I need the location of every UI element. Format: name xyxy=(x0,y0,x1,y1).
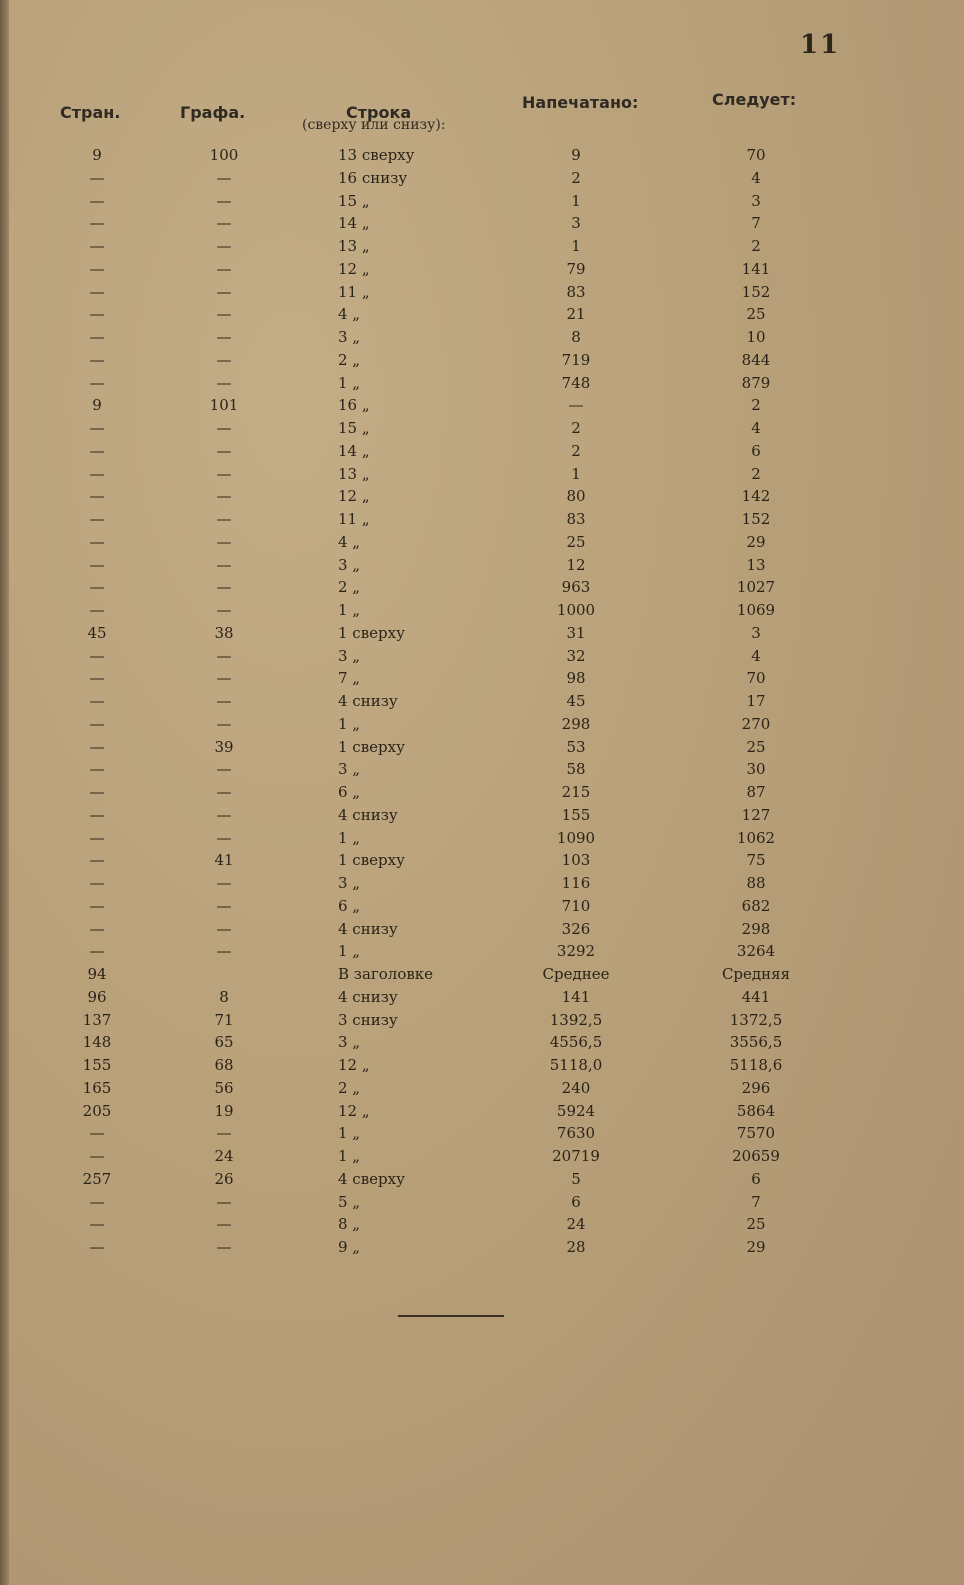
cell-should: 142 xyxy=(741,487,771,505)
cell-printed: 5 xyxy=(571,1170,581,1188)
cell-page: — xyxy=(89,601,105,619)
cell-column: — xyxy=(216,556,232,574)
header-line-sub: (сверху или снизу): xyxy=(302,117,446,133)
cell-page: — xyxy=(89,738,105,756)
cell-printed: 240 xyxy=(561,1079,591,1097)
cell-line: 4 снизу xyxy=(338,692,398,710)
cell-line: 16 снизу xyxy=(338,169,408,187)
cell-column: — xyxy=(216,942,232,960)
cell-line: 1 сверху xyxy=(338,851,405,869)
cell-printed: 58 xyxy=(566,760,586,778)
cell-printed: 31 xyxy=(566,624,586,642)
cell-column: — xyxy=(216,510,232,528)
cell-column: — xyxy=(216,351,232,369)
cell-column: — xyxy=(216,487,232,505)
cell-line: 3 „ xyxy=(338,647,361,665)
cell-printed: 98 xyxy=(566,669,586,687)
cell-column: — xyxy=(216,578,232,596)
cell-page: — xyxy=(89,533,105,551)
cell-column: — xyxy=(216,829,232,847)
header-printed: Напечатано: xyxy=(522,93,639,112)
cell-should: 75 xyxy=(746,851,766,869)
cell-printed: 103 xyxy=(561,851,591,869)
cell-page: 9 xyxy=(92,396,102,414)
cell-line: 1 сверху xyxy=(338,738,405,756)
cell-page: — xyxy=(89,851,105,869)
cell-line: 1 „ xyxy=(338,1124,361,1142)
cell-page: — xyxy=(89,942,105,960)
cell-should: 5118,6 xyxy=(729,1056,783,1074)
cell-should: 3 xyxy=(751,192,761,210)
cell-should: 10 xyxy=(746,328,766,346)
cell-column: — xyxy=(216,237,232,255)
cell-page: — xyxy=(89,1215,105,1233)
cell-line: 13 „ xyxy=(338,237,370,255)
cell-printed: 83 xyxy=(566,510,586,528)
cell-should: 3 xyxy=(751,624,761,642)
cell-line: 3 снизу xyxy=(338,1011,398,1029)
cell-page: — xyxy=(89,1147,105,1165)
cell-page: — xyxy=(89,214,105,232)
cell-should: 5864 xyxy=(736,1102,776,1120)
cell-should: 7 xyxy=(751,214,761,232)
cell-column: 24 xyxy=(214,1147,234,1165)
cell-page: — xyxy=(89,374,105,392)
cell-column: 8 xyxy=(219,988,229,1006)
cell-printed: 326 xyxy=(561,920,591,938)
cell-should: 2 xyxy=(751,465,761,483)
cell-should: 6 xyxy=(751,442,761,460)
cell-should: 1069 xyxy=(736,601,776,619)
cell-page: — xyxy=(89,1238,105,1256)
cell-line: 12 „ xyxy=(338,487,370,505)
cell-page: — xyxy=(89,465,105,483)
cell-column: — xyxy=(216,533,232,551)
cell-printed: 748 xyxy=(561,374,591,392)
cell-printed: 155 xyxy=(561,806,591,824)
cell-printed: 6 xyxy=(571,1193,581,1211)
header-column: Графа. xyxy=(180,103,246,122)
cell-line: 4 „ xyxy=(338,533,361,551)
cell-should: 87 xyxy=(746,783,766,801)
cell-should: 20659 xyxy=(732,1147,780,1165)
cell-should: 29 xyxy=(746,533,766,551)
cell-printed: 2 xyxy=(571,419,581,437)
cell-should: 1372,5 xyxy=(729,1011,783,1029)
cell-should: 2 xyxy=(751,396,761,414)
cell-line: 1 „ xyxy=(338,601,361,619)
cell-should: 844 xyxy=(741,351,771,369)
cell-page: 205 xyxy=(82,1102,112,1120)
cell-page: — xyxy=(89,897,105,915)
cell-column: 100 xyxy=(209,146,239,164)
cell-line: 15 „ xyxy=(338,192,370,210)
cell-printed: 298 xyxy=(561,715,591,733)
cell-printed: 32 xyxy=(566,647,586,665)
cell-page: 165 xyxy=(82,1079,112,1097)
cell-page: — xyxy=(89,510,105,528)
cell-should: 270 xyxy=(741,715,771,733)
cell-column: 101 xyxy=(209,396,239,414)
cell-line: 1 „ xyxy=(338,1147,361,1165)
cell-printed: 53 xyxy=(566,738,586,756)
cell-column: — xyxy=(216,374,232,392)
cell-page: — xyxy=(89,351,105,369)
cell-column: — xyxy=(216,715,232,733)
cell-line: 12 „ xyxy=(338,260,370,278)
cell-should: 4 xyxy=(751,169,761,187)
cell-should: 7 xyxy=(751,1193,761,1211)
cell-line: В заголовке xyxy=(338,965,434,983)
cell-line: 1 „ xyxy=(338,942,361,960)
cell-should: 141 xyxy=(741,260,771,278)
cell-page: 137 xyxy=(82,1011,112,1029)
cell-line: 4 снизу xyxy=(338,806,398,824)
cell-printed: Среднее xyxy=(542,965,610,983)
cell-page: — xyxy=(89,920,105,938)
cell-printed: 4556,5 xyxy=(549,1033,603,1051)
cell-column: — xyxy=(216,419,232,437)
cell-line: 3 „ xyxy=(338,1033,361,1051)
cell-column: — xyxy=(216,1215,232,1233)
cell-line: 2 „ xyxy=(338,1079,361,1097)
cell-should: 2 xyxy=(751,237,761,255)
cell-line: 3 „ xyxy=(338,556,361,574)
cell-column: — xyxy=(216,192,232,210)
cell-page: 257 xyxy=(82,1170,112,1188)
cell-should: Средняя xyxy=(721,965,791,983)
cell-printed: 9 xyxy=(571,146,581,164)
cell-should: 682 xyxy=(741,897,771,915)
page-number: 11 xyxy=(800,30,841,60)
cell-line: 11 „ xyxy=(338,283,370,301)
cell-column: — xyxy=(216,260,232,278)
cell-page: — xyxy=(89,829,105,847)
cell-line: 3 „ xyxy=(338,760,361,778)
cell-should: 13 xyxy=(746,556,766,574)
cell-printed: 1 xyxy=(571,465,581,483)
cell-column: 38 xyxy=(214,624,234,642)
cell-line: 4 снизу xyxy=(338,920,398,938)
cell-line: 15 „ xyxy=(338,419,370,437)
cell-line: 1 сверху xyxy=(338,624,405,642)
cell-should: 6 xyxy=(751,1170,761,1188)
cell-printed: 1000 xyxy=(556,601,596,619)
cell-should: 3556,5 xyxy=(729,1033,783,1051)
cell-should: 25 xyxy=(746,738,766,756)
cell-printed: 5118,0 xyxy=(549,1056,603,1074)
cell-column: — xyxy=(216,1238,232,1256)
cell-line: 4 „ xyxy=(338,305,361,323)
cell-column: — xyxy=(216,442,232,460)
cell-column: — xyxy=(216,305,232,323)
cell-column: — xyxy=(216,214,232,232)
cell-printed: 2 xyxy=(571,442,581,460)
cell-printed: 1 xyxy=(571,237,581,255)
cell-page: — xyxy=(89,442,105,460)
cell-line: 13 сверху xyxy=(338,146,415,164)
cell-printed: 83 xyxy=(566,283,586,301)
cell-should: 4 xyxy=(751,419,761,437)
cell-printed: 1090 xyxy=(556,829,596,847)
cell-line: 1 „ xyxy=(338,715,361,733)
cell-column: — xyxy=(216,601,232,619)
cell-line: 12 „ xyxy=(338,1056,370,1074)
cell-printed: 215 xyxy=(561,783,591,801)
cell-column: — xyxy=(216,920,232,938)
cell-should: 70 xyxy=(746,669,766,687)
cell-column: — xyxy=(216,1124,232,1142)
cell-printed: 45 xyxy=(566,692,586,710)
cell-line: 3 „ xyxy=(338,874,361,892)
cell-printed: 25 xyxy=(566,533,586,551)
cell-page: — xyxy=(89,237,105,255)
cell-should: 30 xyxy=(746,760,766,778)
cell-column: — xyxy=(216,1193,232,1211)
cell-line: 14 „ xyxy=(338,214,370,232)
cell-column: 26 xyxy=(214,1170,234,1188)
cell-printed: 1 xyxy=(571,192,581,210)
cell-column: — xyxy=(216,783,232,801)
cell-page: 94 xyxy=(87,965,107,983)
cell-printed: 79 xyxy=(566,260,586,278)
cell-should: 25 xyxy=(746,1215,766,1233)
cell-page: 155 xyxy=(82,1056,112,1074)
cell-page: — xyxy=(89,328,105,346)
cell-page: — xyxy=(89,669,105,687)
cell-should: 70 xyxy=(746,146,766,164)
cell-printed: — xyxy=(568,396,584,414)
cell-page: — xyxy=(89,874,105,892)
cell-column: 65 xyxy=(214,1033,234,1051)
cell-page: — xyxy=(89,578,105,596)
cell-column: — xyxy=(216,692,232,710)
cell-column: — xyxy=(216,874,232,892)
cell-should: 4 xyxy=(751,647,761,665)
cell-line: 5 „ xyxy=(338,1193,361,1211)
cell-should: 127 xyxy=(741,806,771,824)
cell-page: — xyxy=(89,419,105,437)
cell-printed: 1392,5 xyxy=(549,1011,603,1029)
cell-column: — xyxy=(216,669,232,687)
cell-line: 11 „ xyxy=(338,510,370,528)
cell-column: — xyxy=(216,806,232,824)
cell-column: — xyxy=(216,283,232,301)
header-page: Стран. xyxy=(60,103,121,122)
cell-line: 1 „ xyxy=(338,374,361,392)
cell-column: — xyxy=(216,465,232,483)
cell-page: — xyxy=(89,260,105,278)
cell-printed: 2 xyxy=(571,169,581,187)
cell-column: 71 xyxy=(214,1011,234,1029)
cell-line: 1 „ xyxy=(338,829,361,847)
cell-column: — xyxy=(216,647,232,665)
cell-line: 12 „ xyxy=(338,1102,370,1120)
header-should-be: Следует: xyxy=(712,90,797,109)
cell-should: 7570 xyxy=(736,1124,776,1142)
cell-line: 6 „ xyxy=(338,897,361,915)
cell-line: 14 „ xyxy=(338,442,370,460)
cell-printed: 3292 xyxy=(556,942,596,960)
cell-should: 88 xyxy=(746,874,766,892)
cell-page: — xyxy=(89,647,105,665)
cell-page: — xyxy=(89,487,105,505)
cell-should: 152 xyxy=(741,283,771,301)
cell-line: 3 „ xyxy=(338,328,361,346)
cell-printed: 5924 xyxy=(556,1102,596,1120)
cell-page: — xyxy=(89,192,105,210)
cell-page: — xyxy=(89,715,105,733)
cell-printed: 8 xyxy=(571,328,581,346)
cell-line: 8 „ xyxy=(338,1215,361,1233)
cell-should: 879 xyxy=(741,374,771,392)
cell-page: — xyxy=(89,783,105,801)
header-line: Строка xyxy=(346,103,412,122)
cell-column: 19 xyxy=(214,1102,234,1120)
cell-should: 1027 xyxy=(736,578,776,596)
cell-printed: 710 xyxy=(561,897,591,915)
cell-should: 441 xyxy=(741,988,771,1006)
cell-printed: 3 xyxy=(571,214,581,232)
cell-should: 17 xyxy=(746,692,766,710)
cell-should: 25 xyxy=(746,305,766,323)
cell-column: 68 xyxy=(214,1056,234,1074)
cell-page: — xyxy=(89,806,105,824)
cell-page: — xyxy=(89,760,105,778)
cell-printed: 141 xyxy=(561,988,591,1006)
cell-page: 45 xyxy=(87,624,107,642)
cell-page: — xyxy=(89,283,105,301)
cell-printed: 20719 xyxy=(552,1147,600,1165)
cell-page: — xyxy=(89,692,105,710)
cell-should: 3264 xyxy=(736,942,776,960)
cell-page: 148 xyxy=(82,1033,112,1051)
cell-printed: 24 xyxy=(566,1215,586,1233)
cell-column: — xyxy=(216,328,232,346)
cell-line: 16 „ xyxy=(338,396,370,414)
cell-column: — xyxy=(216,760,232,778)
cell-page: — xyxy=(89,169,105,187)
cell-column: — xyxy=(216,169,232,187)
cell-should: 1062 xyxy=(736,829,776,847)
cell-line: 7 „ xyxy=(338,669,361,687)
cell-should: 296 xyxy=(741,1079,771,1097)
end-divider xyxy=(398,1315,504,1317)
cell-column: 56 xyxy=(214,1079,234,1097)
cell-page: 9 xyxy=(92,146,102,164)
cell-should: 29 xyxy=(746,1238,766,1256)
cell-printed: 7630 xyxy=(556,1124,596,1142)
cell-printed: 80 xyxy=(566,487,586,505)
cell-column: — xyxy=(216,897,232,915)
cell-should: 152 xyxy=(741,510,771,528)
cell-page: — xyxy=(89,1124,105,1142)
cell-printed: 28 xyxy=(566,1238,586,1256)
cell-printed: 719 xyxy=(561,351,591,369)
cell-line: 9 „ xyxy=(338,1238,361,1256)
cell-page: — xyxy=(89,556,105,574)
cell-printed: 116 xyxy=(561,874,591,892)
cell-printed: 12 xyxy=(566,556,586,574)
cell-printed: 21 xyxy=(566,305,586,323)
cell-column: 41 xyxy=(214,851,234,869)
cell-column: 39 xyxy=(214,738,234,756)
cell-line: 6 „ xyxy=(338,783,361,801)
cell-line: 2 „ xyxy=(338,351,361,369)
cell-line: 2 „ xyxy=(338,578,361,596)
cell-should: 298 xyxy=(741,920,771,938)
cell-line: 4 снизу xyxy=(338,988,398,1006)
cell-line: 13 „ xyxy=(338,465,370,483)
cell-page: 96 xyxy=(87,988,107,1006)
cell-page: — xyxy=(89,305,105,323)
cell-page: — xyxy=(89,1193,105,1211)
cell-line: 4 сверху xyxy=(338,1170,405,1188)
cell-printed: 963 xyxy=(561,578,591,596)
